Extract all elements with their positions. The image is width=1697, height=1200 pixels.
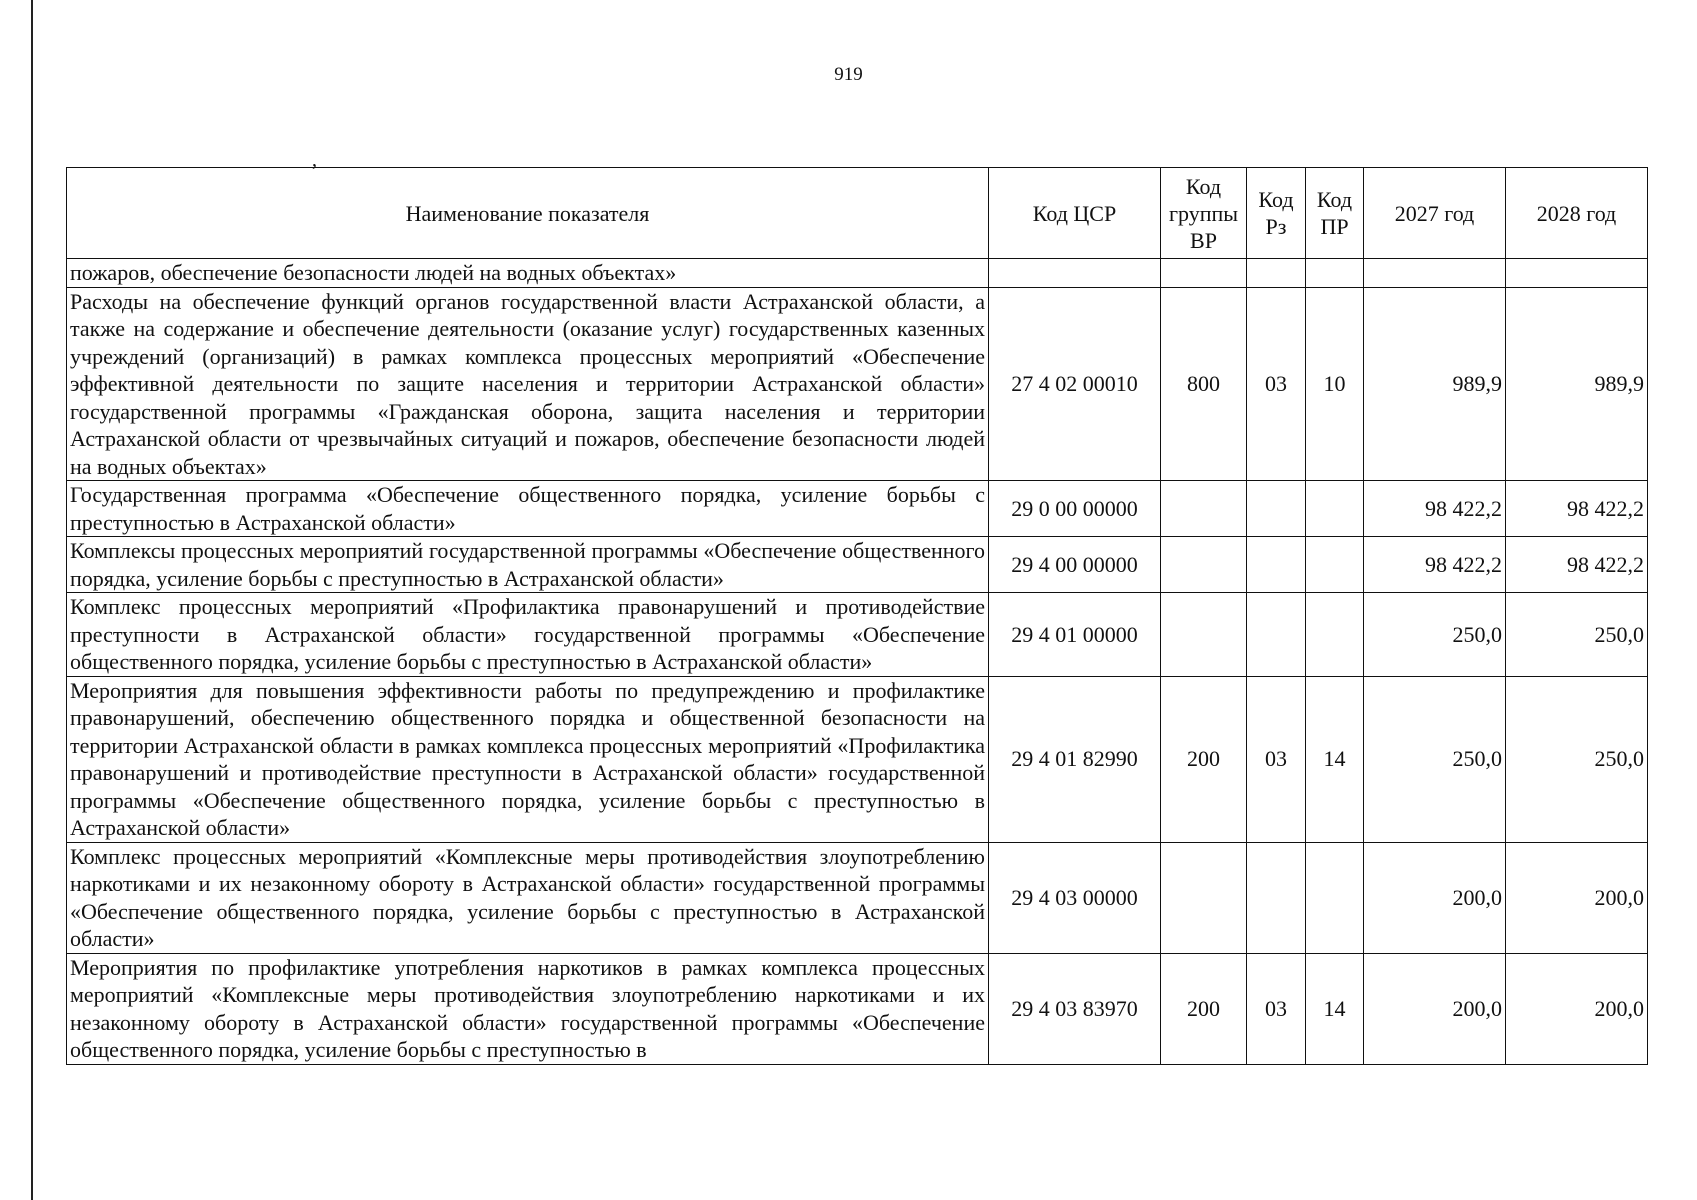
header-2028: 2028 год bbox=[1506, 168, 1648, 259]
row-rz: 03 bbox=[1247, 953, 1306, 1064]
row-2027: 250,0 bbox=[1364, 676, 1506, 842]
row-2028: 98 422,2 bbox=[1506, 537, 1648, 593]
row-vr bbox=[1161, 593, 1247, 677]
row-csr: 29 4 01 00000 bbox=[989, 593, 1161, 677]
row-pr bbox=[1306, 593, 1364, 677]
row-vr: 200 bbox=[1161, 676, 1247, 842]
row-rz: 03 bbox=[1247, 287, 1306, 481]
row-pr bbox=[1306, 842, 1364, 953]
row-name: Комплекс процессных мероприятий «Профилактика правонарушений и противодействие преступности в Астраханской области» государственной программы «Обеспечение общественного порядка, усиление борьбы с преступностью в Астраханской области» bbox=[67, 593, 989, 677]
header-csr: Код ЦСР bbox=[989, 168, 1161, 259]
row-2028: 200,0 bbox=[1506, 842, 1648, 953]
row-rz bbox=[1247, 481, 1306, 537]
row-name: пожаров, обеспечение безопасности людей на водных объектах» bbox=[67, 259, 989, 288]
row-2027 bbox=[1364, 259, 1506, 288]
page-number: 919 bbox=[834, 64, 863, 85]
table-row bbox=[67, 481, 1648, 537]
row-pr: 14 bbox=[1306, 953, 1364, 1064]
row-pr: 10 bbox=[1306, 287, 1364, 481]
row-2027: 989,9 bbox=[1364, 287, 1506, 481]
table-row bbox=[67, 259, 1648, 288]
row-name: Комплексы процессных мероприятий государственной программы «Обеспечение общественного порядка, усиление борьбы с преступностью в Астраханской области» bbox=[67, 537, 989, 593]
page-left-border-line bbox=[31, 0, 33, 1200]
row-2028: 98 422,2 bbox=[1506, 481, 1648, 537]
header-pr: Код ПР bbox=[1306, 168, 1364, 259]
row-rz bbox=[1247, 259, 1306, 288]
row-2028: 250,0 bbox=[1506, 593, 1648, 677]
row-name: Мероприятия для повышения эффективности работы по предупреждению и профилактике правонарушений, обеспечению общественного порядка и общественной безопасности на территории Астраханской области в рамках комплекса процессных мероприятий «Профилактика правонарушений и противодействие преступности в Астраханской области» государственной программы «Обеспечение общественного порядка, усиление борьбы с преступностью в Астраханской области» bbox=[67, 676, 989, 842]
row-2028: 989,9 bbox=[1506, 287, 1648, 481]
row-2027: 98 422,2 bbox=[1364, 537, 1506, 593]
row-vr: 800 bbox=[1161, 287, 1247, 481]
row-pr: 14 bbox=[1306, 676, 1364, 842]
table-row bbox=[67, 953, 1648, 1064]
header-vr: Код группы ВР bbox=[1161, 168, 1247, 259]
row-2028: 250,0 bbox=[1506, 676, 1648, 842]
row-csr: 29 0 00 00000 bbox=[989, 481, 1161, 537]
row-pr bbox=[1306, 481, 1364, 537]
table-header-row bbox=[67, 168, 1648, 259]
row-csr: 29 4 01 82990 bbox=[989, 676, 1161, 842]
row-vr bbox=[1161, 842, 1247, 953]
row-rz bbox=[1247, 842, 1306, 953]
header-2027: 2027 год bbox=[1364, 168, 1506, 259]
row-2027: 200,0 bbox=[1364, 842, 1506, 953]
row-vr bbox=[1161, 481, 1247, 537]
header-name: Наименование показателя bbox=[67, 168, 989, 259]
row-csr: 29 4 03 00000 bbox=[989, 842, 1161, 953]
table-row bbox=[67, 676, 1648, 842]
header-rz: Код Рз bbox=[1247, 168, 1306, 259]
row-name: Мероприятия по профилактике употребления наркотиков в рамках комплекса процессных мероприятий «Комплексные меры противодействия злоупотреблению наркотиками и их незаконному обороту в Астраханской области» государственной программы «Обеспечение общественного порядка, усиление борьбы с преступностью в bbox=[67, 953, 989, 1064]
row-vr bbox=[1161, 537, 1247, 593]
row-rz: 03 bbox=[1247, 676, 1306, 842]
row-2027: 200,0 bbox=[1364, 953, 1506, 1064]
row-vr: 200 bbox=[1161, 953, 1247, 1064]
row-rz bbox=[1247, 593, 1306, 677]
table-row bbox=[67, 287, 1648, 481]
row-name: Расходы на обеспечение функций органов государственной власти Астраханской области, а также на содержание и обеспечение деятельности (оказание услуг) государственных казенных учреждений (организаций) в рамках комплекса процессных мероприятий «Обеспечение эффективной деятельности по защите населения и территории Астраханской области» государственной программы «Гражданская оборона, защита населения и территории Астраханской области от чрезвычайных ситуаций и пожаров, обеспечение безопасности людей на водных объектах» bbox=[67, 287, 989, 481]
row-vr bbox=[1161, 259, 1247, 288]
row-name: Государственная программа «Обеспечение общественного порядка, усиление борьбы с преступностью в Астраханской области» bbox=[67, 481, 989, 537]
table-row bbox=[67, 537, 1648, 593]
row-csr bbox=[989, 259, 1161, 288]
scan-speck: , bbox=[312, 149, 317, 171]
row-pr bbox=[1306, 259, 1364, 288]
row-pr bbox=[1306, 537, 1364, 593]
table-row bbox=[67, 842, 1648, 953]
row-csr: 27 4 02 00010 bbox=[989, 287, 1161, 481]
table-row bbox=[67, 593, 1648, 677]
row-2028: 200,0 bbox=[1506, 953, 1648, 1064]
row-csr: 29 4 03 83970 bbox=[989, 953, 1161, 1064]
row-2028 bbox=[1506, 259, 1648, 288]
row-rz bbox=[1247, 537, 1306, 593]
row-csr: 29 4 00 00000 bbox=[989, 537, 1161, 593]
row-name: Комплекс процессных мероприятий «Комплексные меры противодействия злоупотреблению наркотиками и их незаконному обороту в Астраханской области» государственной программы «Обеспечение общественного порядка, усиление борьбы с преступностью в Астраханской области» bbox=[67, 842, 989, 953]
row-2027: 98 422,2 bbox=[1364, 481, 1506, 537]
row-2027: 250,0 bbox=[1364, 593, 1506, 677]
budget-table bbox=[66, 167, 1648, 1065]
